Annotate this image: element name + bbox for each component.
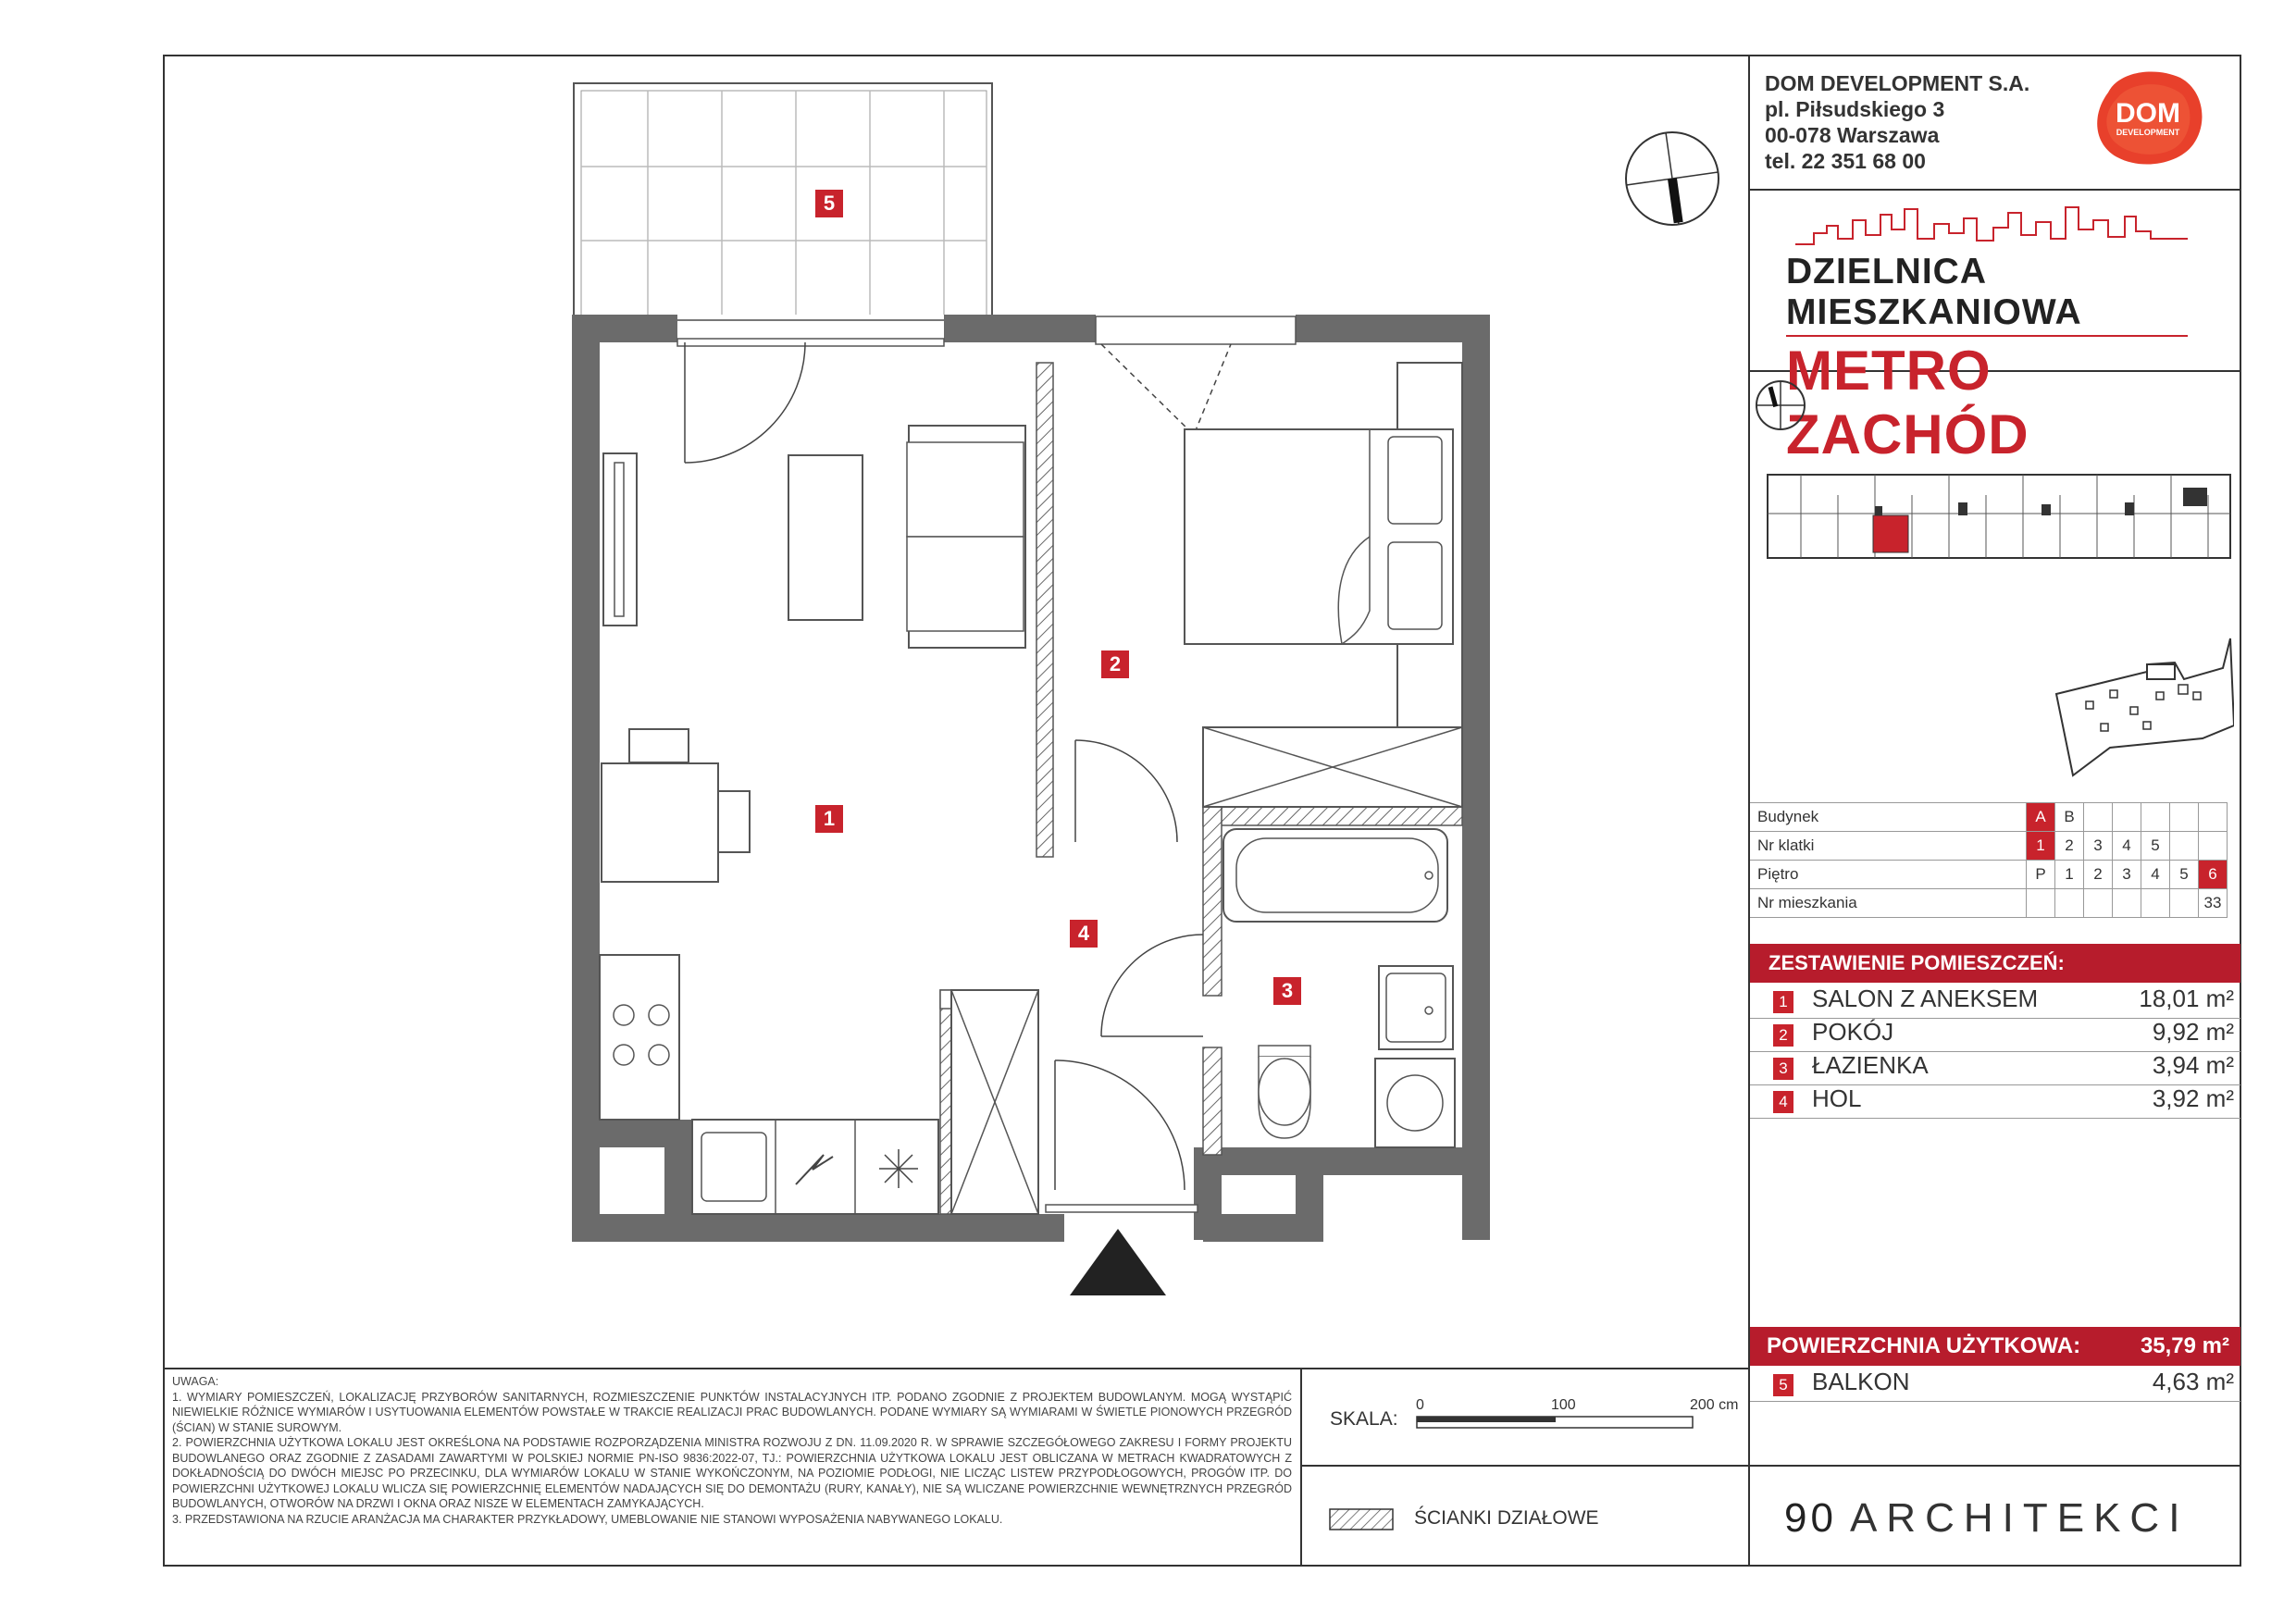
dom-development-logo	[2090, 67, 2206, 170]
cell-staircase-4: 4	[2113, 832, 2141, 861]
cell-staircase-1: 1	[2027, 832, 2055, 861]
project-underline	[1786, 335, 2188, 337]
balcony-area: 4,63 m²	[2152, 1368, 2234, 1395]
label-floor: Piętro	[1750, 861, 2027, 889]
project-line1: DZIELNICA MIESZKANIOWA	[1786, 252, 2082, 332]
balcony-name: BALKON	[1812, 1368, 1910, 1395]
balcony-row	[1773, 1368, 2234, 1401]
cell-floor-1: 1	[2055, 861, 2084, 889]
balcony-num: 5	[1773, 1374, 1793, 1396]
room-name: POKÓJ	[1812, 1018, 1894, 1046]
plan-label-room-1: 1	[815, 805, 843, 833]
scale-bar	[1416, 1416, 1694, 1429]
balcony-area	[574, 83, 992, 320]
rooms-header: ZESTAWIENIE POMIESZCZEŃ:	[1750, 944, 2240, 983]
cell-building-b: B	[2055, 803, 2084, 832]
room-num: 3	[1773, 1058, 1793, 1080]
cell-floor-4: 4	[2141, 861, 2170, 889]
compass-small	[1755, 379, 1806, 431]
label-staircase: Nr klatki	[1750, 832, 2027, 861]
room-row-2	[1773, 1018, 2234, 1051]
room-name: ŁAZIENKA	[1812, 1051, 1929, 1079]
architect-number: 90	[1784, 1495, 1837, 1541]
cell-staircase-3: 3	[2084, 832, 2113, 861]
row-staircase	[1750, 832, 2228, 861]
entrance-arrow-icon	[1070, 1229, 1166, 1295]
row-floor	[1750, 861, 2228, 889]
row-apartment	[1750, 889, 2228, 918]
usable-area-value: 35,79 m²	[2140, 1333, 2229, 1358]
cell-apartment-no: 33	[2199, 889, 2228, 918]
label-apartment: Nr mieszkania	[1750, 889, 2027, 918]
note-3: 3. PRZEDSTAWIONA NA RZUCIE ARANŻACJA MA CHARAKTER PRZYKŁADOWY, UMEBLOWANIE NIE STANOWI WYPOSAŻENIA NABYWANEGO LOKALU.	[172, 1512, 1003, 1526]
note-1: 1. WYMIARY POMIESZCZEŃ, LOKALIZACJĘ PRZYBORÓW SANITARNYCH, ROZMIESZCZENIE PUNKTÓW INSTALACYJNYCH ITP. PODANO ZGODNIE Z PROJEKTEM BUDOWLANYM. MOGĄ WYSTĄPIĆ NIEWIELKIE RÓŻNICE WYMIARÓW I USYTUOWANIA ELEMENTÓW POWSTAŁE W TRAKCIE REALIZACJI PRAC BUDOWLANYCH. PODANE WYMIARY SĄ WYMIARAMI W ŚWIETLE PIONOWYCH PRZEGRÓD (ŚCIAN) W STANIE SUROWYM.	[172, 1390, 1292, 1434]
plan-label-room-3: 3	[1273, 977, 1301, 1005]
cell-building-a: A	[2027, 803, 2055, 832]
scale-tick-100: 100	[1551, 1397, 1576, 1413]
plan-label-room-4: 4	[1070, 920, 1098, 948]
plan-label-room-5: 5	[815, 190, 843, 217]
cell-staircase-5: 5	[2141, 832, 2170, 861]
building-location-plan	[1764, 467, 2236, 560]
room-row-3	[1773, 1051, 2234, 1084]
scale-tick-0: 0	[1416, 1397, 1424, 1413]
project-line2: METRO ZACHÓD	[1786, 340, 2029, 465]
divider-company	[1748, 189, 2241, 191]
apartment-info-table	[1750, 802, 2228, 918]
row-building	[1750, 803, 2228, 832]
room-num: 1	[1773, 991, 1793, 1013]
label-building: Budynek	[1750, 803, 2027, 832]
cell-floor-3: 3	[2113, 861, 2141, 889]
room-area: 3,94 m²	[2152, 1051, 2234, 1079]
plan-label-room-2: 2	[1101, 650, 1129, 678]
cell-floor-p: P	[2027, 861, 2055, 889]
company-name: DOM DEVELOPMENT S.A.	[1765, 71, 2030, 95]
floor-plan	[555, 74, 1518, 1305]
divider-scale	[1300, 1465, 2241, 1467]
cell-floor-5: 5	[2170, 861, 2199, 889]
room-num: 2	[1773, 1024, 1793, 1047]
architect-name: ARCHITEKCI	[1849, 1495, 2190, 1541]
cell-floor-2: 2	[2084, 861, 2113, 889]
cell-staircase-2: 2	[2055, 832, 2084, 861]
room-row-4	[1773, 1084, 2234, 1118]
partition-legend-label: ŚCIANKI DZIAŁOWE	[1414, 1507, 1599, 1529]
room-name: SALON Z ANEKSEM	[1812, 985, 2039, 1012]
notes-title: UWAGA:	[172, 1375, 219, 1388]
usable-area-label: POWIERZCHNIA UŻYTKOWA:	[1767, 1333, 2081, 1358]
room-name: HOL	[1812, 1084, 1862, 1112]
note-2: 2. POWIERZCHNIA UŻYTKOWA LOKALU JEST OKREŚLONA NA PODSTAWIE ROZPORZĄDZENIA MINISTRA ROZWOJU Z DN. 11.09.2020 R. W SPRAWIE SZCZEGÓŁOWEGO ZAKRESU I FORMY PROJEKTU BUDOWLANEGO ORAZ ZGODNIE Z ZASADAMI ZAWARTYMI W POLSKIEJ NORMIE PN-ISO 9836:2022-07, TJ.: POWIERZCHNIA UŻYTKOWA LOKALU JEST OBLICZANA W METRACH KWADRATOWYCH Z DOKŁADNOŚCIĄ DO DWÓCH MIEJSC PO PRZECINKU, DLA WYMIARÓW LOKALU W STANIE WYKOŃCZONYM, NA POZIOMIE PODŁOGI, NIE LICZĄC LISTEW PRZYPODŁOGOWYCH, PROGÓW ITP. DO POWIERZCHNI UŻYTKOWEJ LOKALU WLICZA SIĘ POWIERZCHNIĘ ELEMENTÓW NADAJĄCYCH SIĘ DO DEMONTAŻU (RURY, KANAŁY), NIE SĄ WLICZANE POWIERZCHNIE WEWNĘTRZNYCH PRZEGRÓD BUDOWLANYCH, OTWORÓW NA DRZWI I OKNA ORAZ NISZE W ELEMENTACH ZAMYKAJĄCYCH.	[172, 1436, 1292, 1510]
logo-text-development: DEVELOPMENT	[2116, 128, 2180, 137]
north-compass-icon	[1621, 128, 1723, 229]
divider-notes	[1300, 1368, 1302, 1567]
usable-area-bar	[1750, 1327, 2240, 1366]
logo-text-dom: DOM	[2116, 98, 2180, 129]
scale-tick-200: 200 cm	[1690, 1397, 1739, 1413]
company-city: 00-078 Warszawa	[1765, 123, 1940, 147]
architect-credit	[1784, 1495, 2189, 1542]
room-num: 4	[1773, 1091, 1793, 1113]
company-phone: tel. 22 351 68 00	[1765, 149, 1926, 173]
site-plan	[2054, 637, 2234, 777]
notes-block	[172, 1374, 1292, 1527]
cell-floor-6: 6	[2199, 861, 2228, 889]
divider-footer	[163, 1368, 1749, 1369]
room-row-1	[1773, 985, 2234, 1018]
room-area: 18,01 m²	[2139, 985, 2234, 1012]
scale-label: SKALA:	[1330, 1408, 1398, 1430]
company-block	[1765, 70, 2029, 174]
company-street: pl. Piłsudskiego 3	[1765, 97, 1945, 121]
room-area: 9,92 m²	[2152, 1018, 2234, 1046]
partition-hatch-swatch	[1329, 1508, 1394, 1530]
room-area: 3,92 m²	[2152, 1084, 2234, 1112]
project-name	[1786, 205, 2249, 466]
